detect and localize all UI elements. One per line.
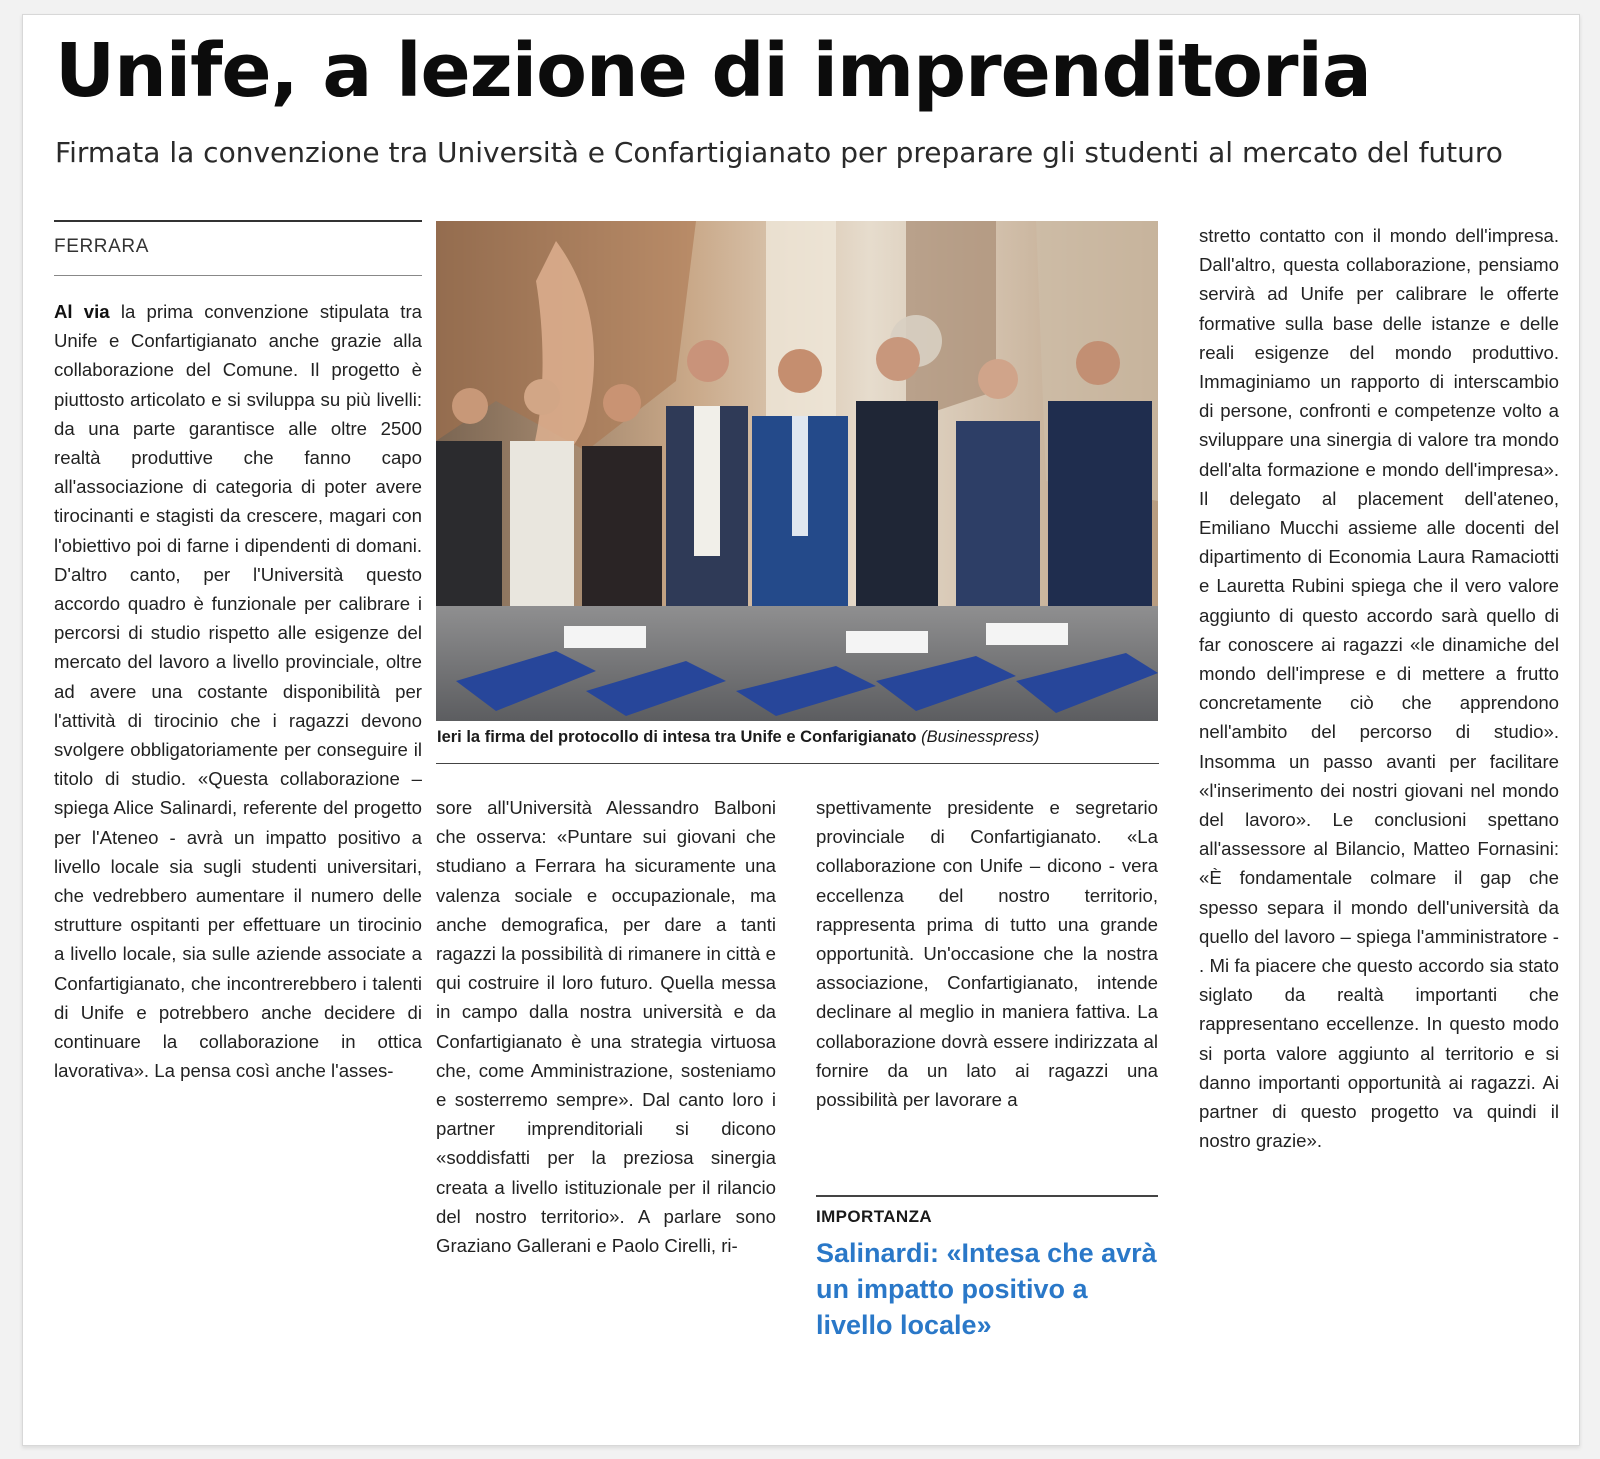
column-4-text: stretto contatto con il mondo dell'impresa. Dall'altro, questa collaborazione, pensiamo servirà ad Unife per calibrare le offerte formative sulla base delle istanze e delle reali esigenze del mondo produttivo. Immaginiamo un rapporto di interscambio di persone, confronti e competenze volto a sviluppare una sinergia di valore tra mondo dell'alta formazione e mondo dell'impresa». Il delegato al placement dell'ateneo, Emiliano Mucchi assieme alle docenti del dipartimento di Economia Laura Ramaciotti e Lauretta Rubini spiega che il vero valore aggiunto di questo accordo sarà quello di far conoscere ai ragazzi «le dinamiche del mondo dell'imprese e di mettere a frutto concretamente ciò che apprendono nell'ambito del percorso di studio». Insomma un passo avanti per facilitare «l'inserimento dei nostri giovani nel mondo del lavoro». Le conclusioni spettano all'assessore al Bilancio, Matteo Fornasini: «È fondamentale colmare il gap che spesso separa il mondo dell'università da quello del lavoro – spiega l'amministratore - . Mi fa piacere che questo accordo sia stato siglato da realtà importanti che rappresentano eccellenze. In questo modo si porta valore aggiunto al territorio e si danno importanti opportunità ai ragazzi. Ai partner di questo progetto va quindi il nostro grazie».: [1199, 225, 1559, 1152]
column-3-text: spettivamente presidente e segretario provinciale di Confartigianato. «La collaborazione con Unife – dicono - vera eccellenza del nostro territorio, rappresenta prima di tutto una grande opportunità. Un'occasione che la nostra associazione, Confartigianato, intende declinare al meglio in maniera fattiva. La collaborazione dovrà essere indirizzata al fornire da un lato ai ragazzi una possibilità per lavorare a: [816, 797, 1158, 1111]
column-1-text: la prima convenzione stipulata tra Unife e Confartigianato anche grazie alla collaborazione del Comune. Il progetto è piuttosto articolato e si sviluppa su più livelli: da una parte garantisce alle oltre 2500 realtà produttive che fanno capo all'associazione di categoria di poter avere tirocinanti e stagisti da crescere, magari con l'obiettivo poi di farne i dipendenti di domani. D'altro canto, per l'Università questo accordo quadro è funzionale per calibrare i percorsi di studio rispetto alle esigenze del mercato del lavoro a livello provinciale, oltre ad avere una costante disponibilità per l'attività di tirocinio che i ragazzi devono svolgere obbligatoriamente per conseguire il titolo di studio. «Questa collaborazione – spiega Alice Salinardi, referente del progetto per l'Ateneo - avrà un impatto positivo a livello locale sia sugli studenti universitari, che vedrebbero aumentare il numero delle strutture ospitanti per effettuare un tirocinio a livello locale, sia sulle aziende associate a Confartigianato, che incontrerebbero i talenti di Unife e potrebbero anche decidere di continuare la collaborazione in ottica lavorativa». La pensa così anche l'asses-: [54, 301, 422, 1082]
headline: Unife, a lezione di imprenditoria: [55, 28, 1371, 114]
newspaper-page: [22, 14, 1580, 1446]
dateline-rule-top: [54, 220, 422, 222]
photo-credit: (Businesspress): [921, 728, 1040, 746]
photo-caption: [437, 728, 1159, 747]
box-kicker: IMPORTANZA: [816, 1207, 933, 1226]
article-photo: [436, 221, 1158, 721]
column-2-text: sore all'Università Alessandro Balboni che osserva: «Puntare sui giovani che studiano a Ferrara ha sicuramente una valenza sociale e occupazionale, ma anche demografica, per dare a tanti ragazzi la possibilità di rimanere in città e qui costruire il loro futuro. Quella messa in campo dalla nostra università e da Confartigianato è una strategia virtuosa che, come Amministrazione, sosteniamo e sosterremo sempre». Dal canto loro i partner imprenditoriali si dicono «soddisfatti per la preziosa sinergia creata a livello istituzionale per il rilancio del nostro territorio». A parlare sono Graziano Gallerani e Paolo Cirelli, ri-: [436, 797, 776, 1257]
article-column-1: [54, 297, 422, 1397]
pullquote-rule: [816, 1195, 1158, 1197]
dateline-rule-bottom: [54, 275, 422, 276]
caption-rule: [436, 763, 1159, 764]
article-column-4: [1199, 221, 1559, 1401]
photo-caption-text: Ieri la firma del protocollo di intesa tra Unife e Confarigianato: [437, 728, 917, 746]
subheadline: Firmata la convenzione tra Università e Confartigianato per preparare gli studenti al mercato del futuro: [55, 136, 1503, 169]
lead-in: Al via: [54, 301, 110, 322]
article-column-2: [436, 793, 776, 1403]
signing-ceremony-photo: [436, 221, 1158, 721]
dateline: FERRARA: [54, 236, 149, 257]
pullquote: Salinardi: «Intesa che avrà un impatto positivo a livello locale»: [816, 1238, 1157, 1340]
article-column-3: [816, 793, 1158, 1173]
